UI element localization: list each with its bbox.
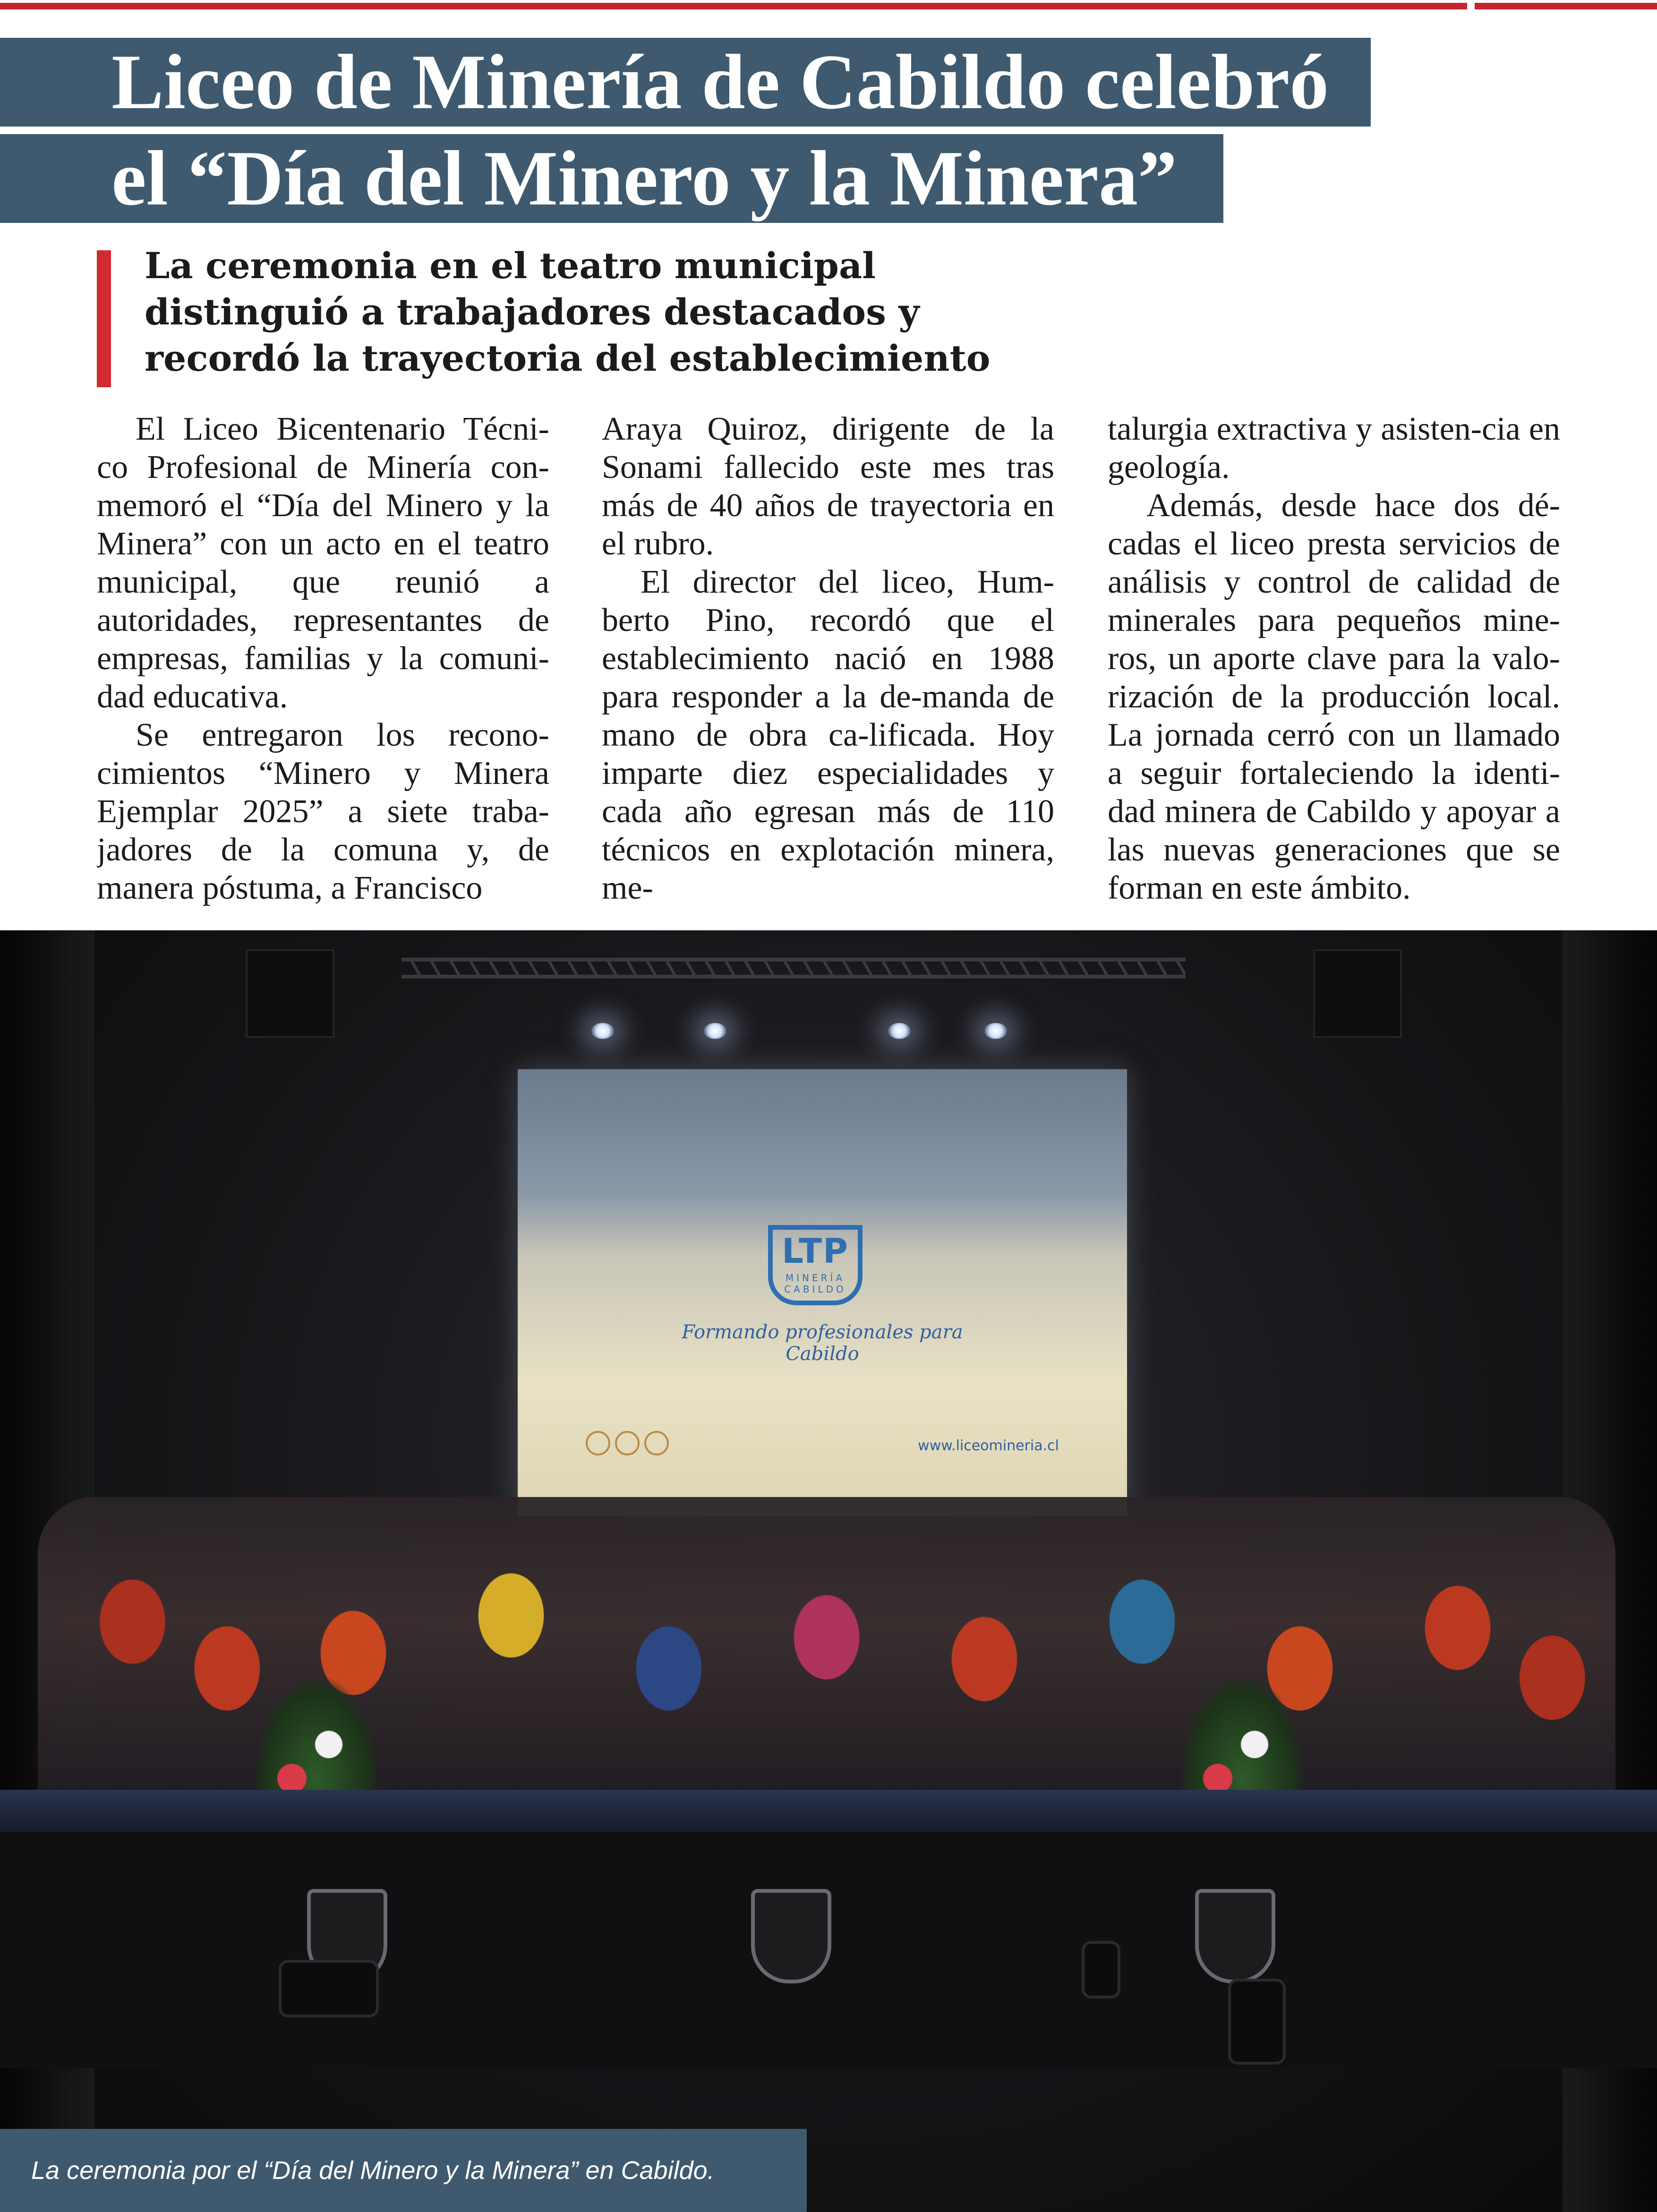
deck-line-2: distinguió a trabajadores destacados y	[145, 291, 920, 333]
ltp-logo	[768, 1225, 863, 1305]
crest-icon	[751, 1889, 831, 1983]
badge-icon	[615, 1431, 640, 1455]
speaker-right	[1313, 949, 1402, 1038]
headline-line-1: Liceo de Minería de Cabildo celebró	[0, 38, 1371, 127]
top-rule-red-right	[1475, 3, 1657, 9]
body-paragraph: El director del liceo, Hum-berto Pino, recordó que el establecimiento nació en 1988 para responder a la de-manda de mano de obra ca-lificada. Hoy imparte diez especialidades y cada año egresan más de 110 técnicos en explotación minera, me-	[602, 564, 1054, 906]
badge-icon	[586, 1431, 610, 1455]
body-paragraph: El Liceo Bicentenario Técni-co Profesional de Minería con-memoró el “Día del Minero y la Minera” con un acto en el teatro municipal, que reunió a autoridades, representantes de empresas, familias y la comuni-dad educativa.	[97, 411, 549, 715]
top-rule	[0, 0, 1657, 10]
spotlight	[984, 1023, 1007, 1039]
phone-silhouette	[1082, 1941, 1120, 1999]
speaker-left	[246, 949, 334, 1038]
photo-caption: La ceremonia por el “Día del Minero y la Minera” en Cabildo.	[31, 2156, 715, 2185]
projection-screen	[518, 1069, 1127, 1516]
crest-icon	[1195, 1889, 1275, 1983]
headline-line-2: el “Día del Minero y la Minera”	[0, 134, 1223, 223]
ltp-logo-text: LTP	[782, 1231, 849, 1271]
photo-caption-box	[0, 2129, 807, 2212]
body-column-2	[602, 410, 1054, 910]
body-paragraph: talurgia extractiva y asisten-cia en geología.	[1108, 411, 1560, 485]
screen-tagline: Formando profesionales para Cabildo	[682, 1321, 963, 1365]
stage-floor	[0, 1790, 1657, 1832]
spotlight	[888, 1023, 911, 1039]
body-paragraph: Araya Quiroz, dirigente de la Sonami fallecido este mes tras más de 40 años de trayectoria en el rubro.	[602, 411, 1054, 562]
lighting-truss	[401, 958, 1186, 978]
deck-line-3: recordó la trayectoria del establecimiento	[145, 337, 991, 379]
ceremony-photo	[0, 930, 1657, 2212]
deck-line-1: La ceremonia en el teatro municipal	[145, 245, 876, 287]
spotlight	[704, 1023, 726, 1039]
top-rule-red-left	[0, 3, 1467, 9]
body-paragraph: Además, desde hace dos dé-cadas el liceo presta servicios de análisis y control de calidad de minerales para pequeños mine-ros, un aporte clave para la valo-rización de la producción local. La jornada cerró con un llamado a seguir fortaleciendo la identi-dad minera de Cabildo y apoyar a las nuevas generaciones que se forman en este ámbito.	[1108, 487, 1560, 906]
screen-url: www.liceomineria.cl	[918, 1438, 1059, 1454]
deck-accent-bar	[97, 250, 111, 387]
body-column-1	[97, 410, 549, 910]
screen-badges	[586, 1431, 690, 1459]
phone-silhouette	[279, 1960, 379, 2017]
body-paragraph: Se entregaron los recono-cimientos “Minero y Minera Ejemplar 2025” a siete traba-jadores de la comuna y, de manera póstuma, a Francisco	[97, 717, 549, 906]
ltp-logo-subtext: MINERÍA CABILDO	[784, 1272, 846, 1295]
spotlight	[591, 1023, 614, 1039]
body-column-3	[1108, 410, 1560, 910]
badge-icon	[644, 1431, 669, 1455]
deck-subheadline	[145, 243, 995, 382]
phone-silhouette	[1228, 1979, 1286, 2065]
